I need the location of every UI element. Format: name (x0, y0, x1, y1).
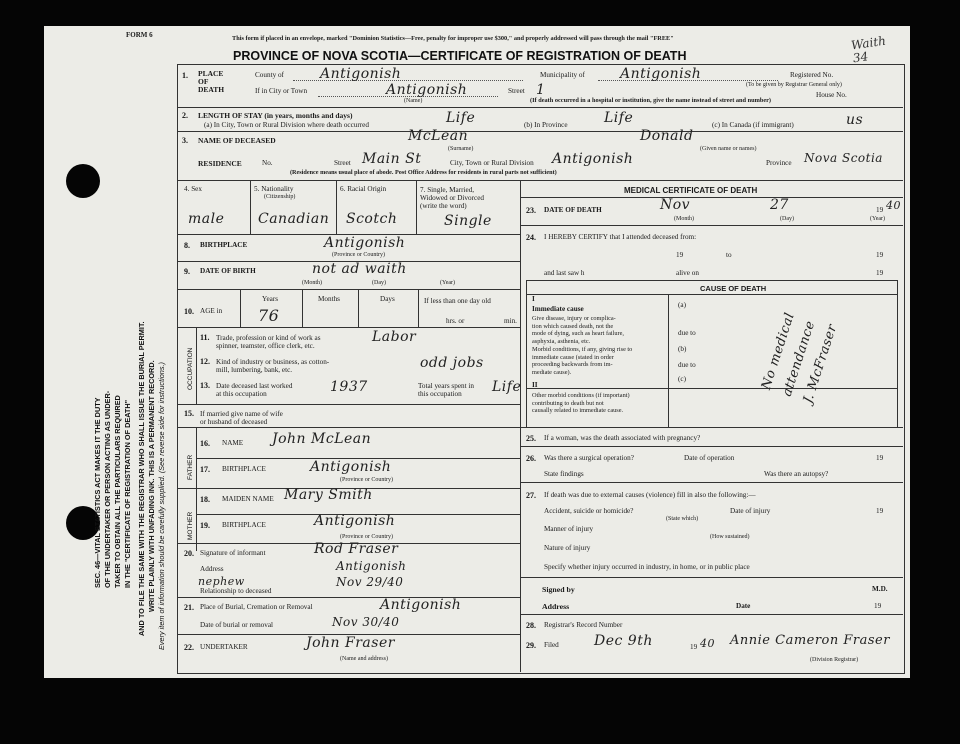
municipality-entry: Antigonish (620, 66, 702, 82)
total-years-label: Total years spent in this occupation (418, 382, 474, 398)
divider (177, 131, 903, 132)
item-number: 9. (184, 267, 190, 276)
year-prefix: 19 (874, 602, 882, 610)
informant-address-entry: Antigonish (336, 559, 407, 573)
informant-entry: Rod Fraser (314, 541, 399, 557)
mother-maiden-entry: Mary Smith (284, 487, 373, 503)
alive-on-label: alive on (676, 269, 699, 277)
total-years-entry: Life (492, 379, 522, 395)
item-number: 8. (184, 241, 190, 250)
industry-entry: odd jobs (420, 355, 484, 371)
divider (177, 107, 903, 108)
day-sub-label: (Day) (780, 216, 794, 222)
length-of-stay-label: LENGTH OF STAY (in years, months and days) (198, 111, 353, 120)
registered-no-label: Registered No. (790, 71, 834, 79)
item-number: 2. (182, 111, 188, 120)
cause-a-label: (a) (678, 301, 686, 309)
city-entry: Antigonish (386, 82, 468, 98)
given-name-entry: Donald (640, 128, 694, 144)
year-prefix: 19 (876, 251, 884, 259)
industry-label: Kind of industry or business, as cotton- mill, lumbering, bank, etc. (216, 358, 330, 374)
mother-birthplace-label: BIRTHPLACE (222, 521, 266, 529)
findings-label: State findings (544, 470, 584, 478)
street-label: Street (508, 87, 525, 95)
manner-label: Manner of injury (544, 525, 594, 533)
divider (177, 404, 520, 405)
item-number: 10. (184, 307, 194, 316)
name-sub-label: (Name) (404, 98, 423, 104)
residence-city-entry: Antigonish (552, 151, 634, 167)
filed-year-entry: 40 (700, 637, 715, 650)
county-label: County of (255, 71, 284, 79)
father-label: FATHER (187, 454, 194, 480)
residence-no-label: No. (262, 159, 273, 167)
registrar-signature: Annie Cameron Fraser (730, 633, 890, 648)
cell-divider (336, 180, 337, 234)
year-prefix: 19 (876, 454, 884, 462)
sidebar-line: IN THE "CERTIFICATE OF REGISTRATION OF DEATH" (123, 399, 132, 588)
father-birthplace-label: BIRTHPLACE (222, 465, 266, 473)
year-sub-label: (Year) (440, 280, 456, 286)
divider (177, 289, 520, 290)
divider (177, 597, 520, 598)
sidebar-line: WRITE PLAINLY WITH UNFADING INK. THIS IS A PERMANENT RECORD. (147, 360, 156, 612)
birthplace-sub-label: (Province or Country) (332, 252, 385, 258)
name-address-sub-label: (Name and address) (340, 656, 388, 662)
division-registrar-label: (Division Registrar) (810, 657, 859, 663)
filed-label: Filed (544, 641, 559, 649)
item-number: 20. (184, 549, 194, 558)
racial-origin-entry: Scotch (346, 211, 398, 227)
other-morbid-label: Other morbid conditions (if important) contributing to death but not causally related to immediate cause. (532, 392, 630, 414)
cause-c-label: (c) (678, 375, 686, 383)
residence-note: (Residence means usual place of abode. Post Office Address for residents in rural parts not sufficient) (290, 169, 557, 176)
registrar-record-label: Registrar's Record Number (544, 621, 623, 629)
year-prefix: 19 (876, 206, 884, 214)
father-name-entry: John McLean (272, 431, 372, 447)
age-label: AGE in (200, 307, 223, 315)
stay-city-entry: Life (446, 110, 476, 126)
divider (526, 294, 898, 295)
cell-divider (358, 289, 359, 327)
marital-label: 7. Single, Married, Widowed or Divorced (write the word) (420, 186, 484, 210)
residence-province-entry: Nova Scotia (804, 151, 883, 165)
item-number: 28. (526, 621, 536, 630)
item-number: 13. (200, 381, 210, 390)
pregnancy-label: If a woman, was the death associated with pregnancy? (544, 434, 701, 442)
divider (520, 225, 903, 226)
sex-label: 4. Sex (184, 185, 202, 193)
morbid-conditions-label: Morbid conditions, if any, giving rise to immediate cause (stated in order proceeding backwards from im- mediate cause). (532, 346, 633, 376)
cause-part-one: I (532, 295, 535, 303)
municipality-label: Municipality of (540, 71, 585, 79)
stay-canada-label: (c) In Canada (if immigrant) (712, 121, 794, 129)
mail-notice: This form if placed in an envelope, marked "Dominion Statistics—Free, penalty for improper use $300," and properly addressed will pass through the mail "FREE" (232, 35, 674, 42)
year-prefix: 19 (690, 643, 698, 651)
less-than-day-label: If less than one day old (424, 297, 491, 305)
date-of-birth-label: DATE OF BIRTH (200, 267, 256, 275)
divider (520, 614, 903, 615)
residence-label: RESIDENCE (198, 159, 242, 168)
due-to-label: due to (678, 329, 696, 337)
divider (177, 327, 520, 328)
birthplace-label: BIRTHPLACE (200, 241, 248, 249)
hrs-label: hrs. or (446, 317, 465, 325)
md-label: M.D. (872, 585, 888, 593)
item-number: 26. (526, 454, 536, 463)
divider (177, 427, 520, 428)
form-title: PROVINCE OF NOVA SCOTIA—CERTIFICATE OF REGISTRATION OF DEATH (233, 49, 687, 63)
name-of-deceased-label: NAME OF DECEASED (198, 136, 276, 145)
informant-date-entry: Nov 29/40 (336, 575, 404, 589)
month-sub-label: (Month) (302, 280, 322, 286)
occupation-label: OCCUPATION (187, 347, 194, 390)
external-causes-label: If death was due to external causes (violence) fill in also the following:— (544, 491, 756, 499)
death-day-entry: 27 (770, 197, 789, 213)
last-saw-label: and last saw h (544, 269, 585, 277)
year-prefix: 19 (676, 251, 684, 259)
age-years-entry: 76 (258, 306, 280, 325)
item-number: 16. (200, 439, 210, 448)
burial-date-entry: Nov 30/40 (332, 615, 400, 629)
corner-note: Waith 34 (850, 33, 887, 66)
years-label: Years (262, 295, 279, 303)
county-entry: Antigonish (320, 66, 402, 82)
cell-divider (250, 180, 251, 234)
house-no-label: House No. (816, 91, 847, 99)
sidebar-line: AND TO FILE THE SAME WITH THE REGISTRAR WHO SHALL ISSUE THE BURIAL PERMIT. (137, 321, 146, 636)
birthplace-sub-label: (Province or Country) (340, 477, 393, 483)
burial-date-label: Date of burial or removal (200, 621, 274, 629)
stay-canada-entry: us (846, 112, 864, 128)
cause-note-entry: No medical attendance J. McFraser (758, 310, 841, 406)
last-worked-label: Date deceased last worked at this occupation (216, 382, 293, 398)
city-label: If in City or Town (255, 87, 308, 95)
informant-label: Signature of informant (200, 549, 266, 557)
immediate-cause-label: Immediate cause (532, 305, 584, 313)
divider (520, 197, 903, 198)
operation-date-label: Date of operation (684, 454, 735, 462)
days-label: Days (380, 295, 395, 303)
punch-hole (66, 164, 100, 198)
surgical-label: Was there a surgical operation? (544, 454, 634, 462)
item-number: 1. (182, 71, 188, 80)
father-name-label: NAME (222, 439, 244, 447)
undertaker-entry: John Fraser (306, 635, 395, 651)
relationship-label: Relationship to deceased (200, 587, 272, 595)
residence-province-label: Province (766, 159, 792, 167)
cell-divider (196, 327, 197, 404)
sidebar-line: OF THE UNDERTAKER OR PERSON ACTING AS UNDER- (103, 390, 112, 588)
item-number: 22. (184, 643, 194, 652)
form-number: FORM 6 (126, 31, 153, 39)
cell-divider (418, 289, 419, 327)
months-label: Months (318, 295, 340, 303)
stay-province-entry: Life (604, 110, 634, 126)
day-sub-label: (Day) (372, 280, 386, 286)
hospital-note: (If death occurred in a hospital or institution, give the name instead of street and number) (530, 97, 772, 104)
month-sub-label: (Month) (674, 216, 694, 222)
item-number: 12. (200, 357, 210, 366)
how-sustained-label: (How sustained) (710, 534, 750, 540)
nationality-label: 5. Nationality (254, 185, 294, 193)
place-of-death-label: PLACE OF DEATH (198, 69, 225, 94)
item-number: 19. (200, 521, 210, 530)
relationship-entry: nephew (198, 575, 245, 588)
sidebar-line: Every item of information should be carefully supplied. (See reverse side for instructions.) (157, 362, 166, 650)
to-label: to (726, 251, 732, 259)
nationality-entry: Canadian (258, 211, 330, 227)
doctor-address-label: Address (542, 602, 570, 611)
due-to-label: due to (678, 361, 696, 369)
cell-divider (416, 180, 417, 234)
item-number: 15. (184, 409, 194, 418)
item-number: 3. (182, 136, 188, 145)
birthplace-entry: Antigonish (324, 235, 406, 251)
burial-place-entry: Antigonish (380, 597, 462, 613)
cell-divider (668, 294, 669, 427)
birthplace-sub-label: (Province or Country) (340, 534, 393, 540)
filed-date-entry: Dec 9th (594, 633, 653, 649)
undertaker-label: UNDERTAKER (200, 643, 248, 651)
mother-birthplace-entry: Antigonish (314, 513, 396, 529)
sidebar-line: TAKER TO OBTAIN ALL THE PARTICULARS REQUIRED (113, 395, 122, 588)
racial-origin-label: 6. Racial Origin (340, 185, 387, 193)
divider (520, 427, 903, 428)
death-year-entry: 40 (886, 199, 901, 212)
last-worked-entry: 1937 (330, 379, 368, 395)
medical-title: MEDICAL CERTIFICATE OF DEATH (624, 186, 758, 195)
specify-label: Specify whether injury occurred in industry, in home, or in public place (544, 563, 750, 571)
trade-label: Trade, profession or kind of work as spinner, teamster, office clerk, etc. (216, 334, 321, 350)
divider (520, 446, 903, 447)
item-number: 25. (526, 434, 536, 443)
accident-label: Accident, suicide or homicide? (544, 507, 634, 515)
nationality-sub-label: (Citizenship) (264, 194, 296, 200)
item-number: 23. (526, 206, 536, 215)
spouse-label: If married give name of wife or husband of deceased (200, 410, 283, 426)
column-divider (520, 180, 521, 672)
year-prefix: 19 (876, 269, 884, 277)
trade-entry: Labor (372, 329, 417, 345)
year-prefix: 19 (876, 507, 884, 515)
sex-entry: male (188, 211, 225, 227)
item-number: 17. (200, 465, 210, 474)
given-sub-label: (Given name or names) (700, 146, 757, 152)
date-of-birth-entry: not ad waith (312, 261, 407, 277)
date-of-death-label: DATE OF DEATH (544, 206, 602, 214)
burial-place-label: Place of Burial, Cremation or Removal (200, 603, 313, 611)
divider (520, 577, 903, 578)
father-birthplace-entry: Antigonish (310, 459, 392, 475)
item-number: 18. (200, 495, 210, 504)
autopsy-label: Was there an autopsy? (764, 470, 829, 478)
state-which-label: (State which) (666, 516, 699, 522)
cell-divider (302, 289, 303, 327)
mother-maiden-label: MAIDEN NAME (222, 495, 274, 503)
divider (520, 482, 903, 483)
item-number: 11. (200, 333, 210, 342)
death-month-entry: Nov (660, 197, 691, 213)
immediate-cause-desc: Give disease, injury or complica- tion which caused death, not the mode of dying, such as heart failure, asphyxia, asthenia, etc. (532, 315, 624, 345)
cause-b-label: (b) (678, 345, 687, 353)
surname-sub-label: (Surname) (448, 146, 474, 152)
nature-label: Nature of injury (544, 544, 591, 552)
cause-title: CAUSE OF DEATH (700, 284, 767, 293)
min-label: min. (504, 317, 517, 325)
divider (526, 388, 898, 389)
year-sub-label: (Year) (870, 216, 886, 222)
residence-city-label: City, Town or Rural Division (450, 159, 534, 167)
item-number: 21. (184, 603, 194, 612)
cell-divider (196, 427, 197, 551)
doctor-date-label: Date (736, 602, 751, 610)
residence-street-entry: Main St (362, 151, 422, 167)
residence-street-label: Street (334, 159, 351, 167)
injury-date-label: Date of injury (730, 507, 771, 515)
informant-address-label: Address (200, 565, 224, 573)
certify-label: I HEREBY CERTIFY that I attended deceased from: (544, 233, 697, 241)
stay-province-label: (b) In Province (524, 121, 568, 129)
marital-entry: Single (444, 213, 492, 229)
sidebar-line: SEC. 46—VITAL STATISTICS ACT MAKES IT THE DUTY (93, 397, 102, 588)
signed-by-label: Signed by (542, 585, 575, 594)
item-number: 29. (526, 641, 536, 650)
cause-part-two: II (532, 381, 538, 389)
cell-divider (240, 289, 241, 327)
item-number: 27. (526, 491, 536, 500)
divider (177, 180, 903, 181)
registered-sub-label: (To be given by Registrar General only) (746, 82, 842, 88)
item-number: 24. (526, 233, 536, 242)
mother-label: MOTHER (187, 511, 194, 540)
street-entry: 1 (536, 82, 546, 98)
surname-entry: McLean (408, 128, 469, 144)
stay-city-label: (a) In City, Town or Rural Division where death occurred (204, 121, 369, 129)
